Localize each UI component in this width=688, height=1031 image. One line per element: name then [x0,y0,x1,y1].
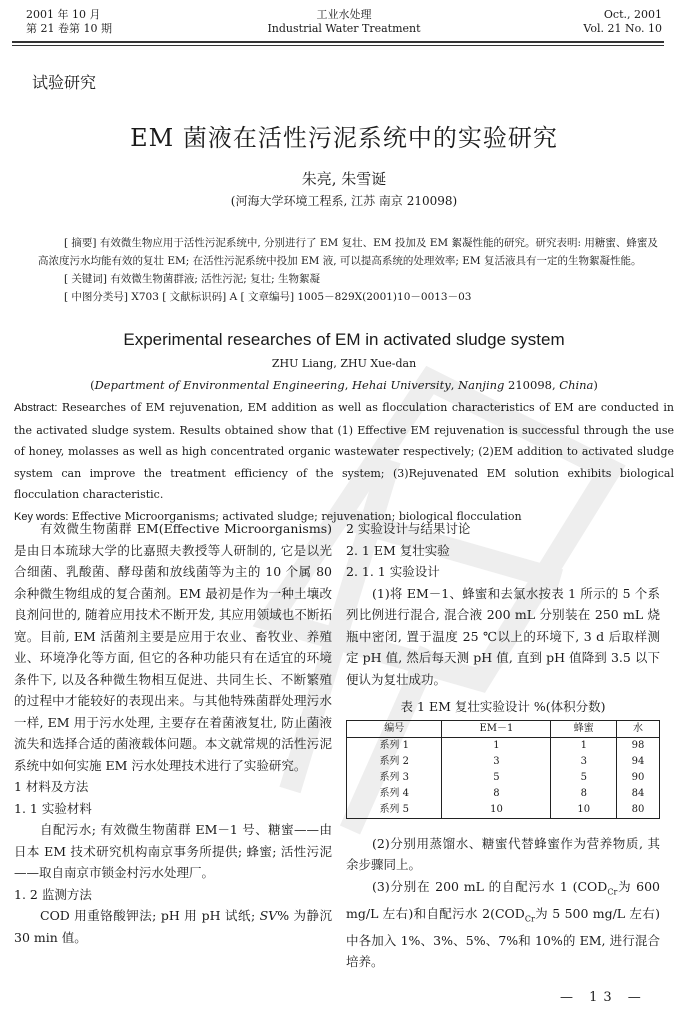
methods-text-a: COD 用重铬酸钾法; pH 用 pH 试纸; [40,908,260,923]
affil-university: Hehai University [352,378,451,392]
table-row [347,770,660,786]
heading-2: 2 实验设计与结果讨论 [346,521,471,536]
affil-department: Department of Environmental Engineering [94,378,345,392]
table-cell: 5 [551,770,617,786]
keywords-en-text: Effective Microorganisms; activated sludge; rejuvenation; biological flocculation [71,509,522,523]
header-rule-thin [12,45,664,46]
materials-paragraph: 自配污水; 有效微生物菌群 EM－1 号、糖蜜——由日本 EM 技术研究机构南京事务所提供; 蜂蜜; 活性污泥——取自南京市锁金村污水处理厂。 [14,822,332,880]
keywords-cn-label: [ 关键词] [64,273,108,285]
cod-subscript: Cr [524,914,535,923]
heading-1-1: 1. 1 实验材料 [14,800,92,816]
table-cell: 系列 5 [379,803,409,815]
affiliation-cn: (河海大学环境工程系, 江苏 南京 210098) [230,194,458,208]
cod-subscript: Cr [607,887,618,896]
table-cell: 94 [617,754,660,770]
keywords-en-label: Key words: [14,510,69,523]
journal-name-cn: 工业水处理 [316,8,372,21]
keywords-cn-text: 有效微生物菌群液; 活性污泥; 复壮; 生物絮凝 [110,273,320,285]
header-rule-thick [12,41,664,43]
affiliation-en: (Department of Environmental Engineering, Hehai University, Nanjing 210098, China) [90,378,598,392]
paper-title-cn: EM 菌液在活性污泥系统中的实验研究 [130,124,558,152]
table-row [347,737,660,754]
methods-paragraph [14,905,332,948]
table-cell: 8 [551,786,617,802]
table-cell: 10 [442,802,551,819]
affil-open-paren: ( [90,378,95,392]
affil-close-paren: ) [593,378,598,392]
p3-text-a: (3)分别在 200 mL 的自配污水 1 (COD [372,878,608,894]
methods-sv: SV [259,908,278,923]
table-cell: 3 [442,754,551,770]
classification-line: [ 中图分类号] X703 [ 文献标识码] A [ 文章编号] 1005－829X(2001)10－0013－03 [64,291,472,303]
table-header-row [347,720,660,737]
table-header-cell: 编号 [347,720,442,737]
table-header-cell: EM－1 [442,720,551,737]
abstract-cn-text: 有效微生物应用于活性污泥系统中, 分别进行了 EM 复壮、EM 投加及 EM 絮凝性能的研究。研究表明: 用糖蜜、蜂蜜及高浓度污水均能有效的复壮 EM; 在活性污泥系统中投加 EM 液, 可以提高系统的处理效率; EM 复活液具有一定的生物絮凝性能。 [38,237,658,267]
table-header-cell: 水 [617,720,660,737]
table-1-caption: 表 1 EM 复壮实验设计 %(体积分数) [400,699,606,714]
methods-text-b: % 为静沉 30 min 值。 [14,908,332,945]
abstract-cn [38,234,660,306]
heading-1-2: 1. 2 监测方法 [14,886,92,902]
abstract-en-text: Researches of EM rejuvenation, EM addition as well as flocculation characteristics of EM are conducted in the activated sludge system. Results obtained show that (1) Effective EM rejuvenation is successful through the use of honey, molasses as well as high concentrated organic wastewater respectively; (2)EM addition to activated sludge system can improve the treatment efficiency of the system; (3)Rejuvenated EM solution exhibits biological flocculation characteristic. [14,401,674,501]
heading-1: 1 材料及方法 [14,779,89,794]
table-cell: 90 [617,770,660,786]
table-cell: 系列 1 [379,739,409,751]
heading-2-1-1: 2. 1. 1 实验设计 [346,564,440,579]
table-cell: 10 [551,802,617,819]
abstract-en [14,397,674,528]
table-cell: 1 [442,737,551,754]
body-column-right [346,518,660,973]
table-1 [346,720,660,819]
abstract-en-para [14,397,674,506]
table-row [347,786,660,802]
p3-text-b: 为 600 mg/L 左右)和自配污水 2(COD [346,878,661,921]
section-tag: 试验研究 [32,73,97,92]
table-cell: 80 [617,802,660,819]
table-row [347,802,660,819]
page-number: — 13 — [560,990,647,1005]
authors-en: ZHU Liang, ZHU Xue-dan [271,357,417,370]
heading-2-1: 2. 1 EM 复壮实验 [346,542,450,558]
abstract-cn-para [38,234,660,270]
p3-text-c: 为 5 500 mg/L 左右)中各加入 1%、3%、5%、7%和 10%的 EM, 进行混合培养。 [346,905,661,969]
table-cell: 5 [442,770,551,786]
table-cell: 系列 4 [379,787,409,799]
affil-city: Nanjing [458,378,505,392]
authors-cn: 朱亮, 朱雪诞 [301,170,387,188]
journal-name-en: Industrial Water Treatment [267,22,421,35]
header-volume-en: Vol. 21 No. 10 [583,22,662,35]
header-date-en: Oct., 2001 [603,8,662,21]
table-cell: 8 [442,786,551,802]
table-cell: 3 [551,754,617,770]
table-cell: 系列 3 [379,771,409,783]
design-paragraph-1: (1)将 EM－1、蜂蜜和去氯水按表 1 所示的 5 个系列比例进行混合, 混合液 200 mL 分别装在 250 mL 烧瓶中密闭, 置于温度 25 ℃以上的环境下, 3 d 后取样测定 pH 值, 然后每天测 pH 值, 直到 pH 值降到 3.5 以下便认为复壮成功。 [346,585,660,687]
table-row [347,754,660,770]
table-cell: 84 [617,786,660,802]
header-volume-cn: 第 21 卷第 10 期 [26,22,112,35]
affil-country: China [559,378,594,392]
keywords-cn [38,270,660,288]
affil-zip: 210098, [508,378,556,392]
table-cell: 系列 2 [379,755,409,767]
body-column-left [14,518,332,948]
abstract-en-label: Abstract: [14,402,58,414]
design-paragraph-2: (2)分别用蒸馏水、糖蜜代替蜂蜜作为营养物质, 其余步骤同上。 [346,835,660,872]
paper-title-en: Experimental researches of EM in activated sludge system [123,330,565,349]
table-header-cell: 蜂蜜 [551,720,617,737]
journal-date-issue-en [583,8,662,36]
intro-paragraph: 有效微生物菌群 EM(Effective Microorganisms)是由日本琉球大学的比嘉照夫教授等人研制的, 它是以光合细菌、乳酸菌、酵母菌和放线菌等为主的 10 个属 80 余种微生物组成的复合菌剂。EM 最初是作为一种土壤改良剂问世的, 随着应用技术不断开发, 其应用领域也不断拓宽。目前, EM 活菌剂主要是应用于农业、畜牧业、养殖业、环境净化等方面, 但它的各种功能只有在适宜的环境条件下, 以及各种微生物相互促进、共同生长、不断繁殖的过程中才能较好的表现出来。与其他特殊菌群处理污水一样, EM 用于污水处理, 主要存在着菌液复壮, 防止菌液流失和选择合适的菌液载体问题。本文就常规的活性污泥系统中如何实施 EM 污水处理技术进行了实验研究。 [14,521,332,773]
header-date-cn: 2001 年 10 月 [26,8,101,21]
design-paragraph-3 [346,876,660,973]
table-cell: 98 [617,737,660,754]
table-cell: 1 [551,737,617,754]
abstract-cn-label: [ 摘要] [64,237,97,249]
